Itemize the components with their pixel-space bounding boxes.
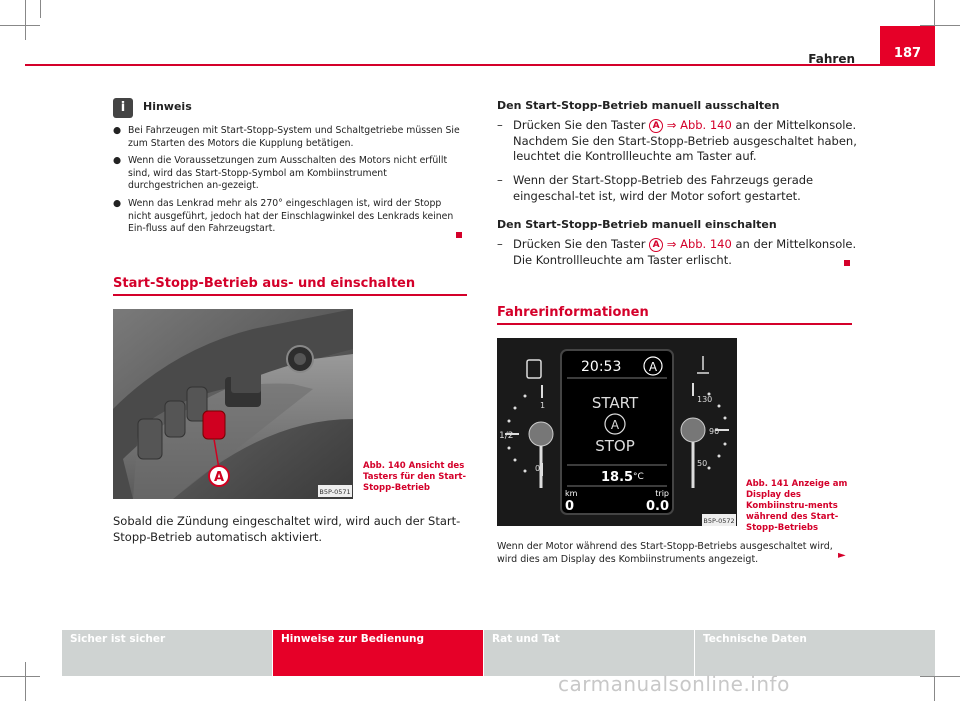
- display-temp-unit: °C: [633, 472, 644, 482]
- step-text: Wenn der Start-Stopp-Betrieb des Fahrzeugs gerade eingeschal-tet ist, wird der Motor sofort gestartet.: [513, 173, 814, 203]
- step-dash: –: [497, 173, 503, 187]
- temp-tick-mid: 90: [709, 427, 720, 436]
- footer-tab-sicher[interactable]: Sicher ist sicher: [62, 630, 272, 676]
- step-text: Drücken Sie den Taster: [513, 237, 646, 251]
- figure-141: [497, 338, 737, 526]
- page-number: 187: [893, 46, 922, 61]
- fuel-tick-empty: 0: [535, 464, 541, 473]
- note-title: Hinweis: [143, 100, 192, 113]
- figure-reference-link[interactable]: ⇒ Abb. 140: [666, 237, 732, 251]
- crop-mark: [25, 0, 26, 40]
- display-auto: A: [610, 418, 620, 432]
- subheading-off: Den Start-Stopp-Betrieb manuell ausschalten: [497, 99, 780, 112]
- figure-label-a: A: [213, 470, 225, 485]
- step-dash: –: [497, 237, 503, 251]
- step-text: Drücken Sie den Taster: [513, 118, 646, 132]
- note-bullet-text: Wenn die Voraussetzungen zum Ausschalten des Motors nicht erfüllt sind, wird das Start-Stopp-Symbol am Kombiinstrument durchgestrichen an-gezeigt.: [128, 155, 448, 192]
- figure-caption: Abb. 140 Ansicht des Tasters für den Start-Stopp-Betrieb: [363, 461, 467, 493]
- figure-code: B5P-0571: [319, 488, 351, 496]
- section-end-marker: [844, 260, 850, 266]
- continue-arrow-icon: ►: [838, 550, 846, 561]
- section-rule: [113, 294, 467, 296]
- window-switch-illustration: [113, 309, 353, 499]
- paragraph: Sobald die Zündung eingeschaltet wird, wird auch der Start-Stopp-Betrieb automatisch aktiviert.: [113, 514, 461, 544]
- display-time: 20:53: [581, 359, 622, 375]
- display-trip-label: trip: [655, 489, 669, 498]
- crop-mark: [0, 676, 40, 677]
- watermark: carmanualsonline.info: [558, 672, 790, 696]
- note-bullet: ● Bei Fahrzeugen mit Start-Stopp-System und Schaltgetriebe müssen Sie zum Starten des Motors die Kupplung betätigen.: [113, 125, 460, 149]
- display-start: START: [591, 394, 639, 412]
- crop-mark: [40, 0, 41, 18]
- paragraph: Wenn der Motor während des Start-Stopp-Betriebs ausgeschaltet wird, wird dies am Display des Kombiinstruments angezeigt.: [497, 541, 833, 565]
- figure-code: B5P-0572: [703, 517, 735, 525]
- section-title: Fahrerinformationen: [497, 305, 649, 320]
- figure-reference-link[interactable]: ⇒ Abb. 140: [666, 118, 732, 132]
- fuel-tick-half: 1/2: [499, 431, 514, 441]
- temp-tick-low: 50: [697, 459, 708, 468]
- display-km-label: km: [565, 489, 578, 498]
- reference-badge: A: [649, 238, 663, 252]
- reference-badge: A: [649, 119, 663, 133]
- crop-mark: [0, 25, 40, 26]
- note-bullet: ● Wenn das Lenkrad mehr als 270° eingeschlagen ist, wird der Stopp nicht ausgeführt, jedoch hat der Einschlagwinkel des Lenkrads keinen Ein-fluss auf den Fahrzeugstart.: [113, 198, 454, 235]
- footer-tab-technische[interactable]: Technische Daten: [695, 630, 935, 676]
- page-number-box: [880, 26, 935, 66]
- note-bullet: ● Wenn die Voraussetzungen zum Ausschalten des Motors nicht erfüllt sind, wird das Start-Stopp-Symbol am Kombiinstrument durchgestrichen an-gezeigt.: [113, 155, 448, 192]
- section-title: Start-Stopp-Betrieb aus- und einschalten: [113, 276, 416, 291]
- note-bullet-text: Bei Fahrzeugen mit Start-Stopp-System und Schaltgetriebe müssen Sie zum Starten des Motors die Kupplung betätigen.: [128, 125, 460, 149]
- step-item: [497, 173, 857, 204]
- figure-140: [113, 309, 353, 499]
- fuel-tick-full: 1: [540, 401, 546, 410]
- display-mode: A: [648, 360, 658, 374]
- footer-tab-rat[interactable]: Rat und Tat: [484, 630, 694, 676]
- crop-mark: [920, 676, 960, 677]
- temp-tick-high: 130: [697, 395, 713, 404]
- footer-tab-bedienung[interactable]: Hinweise zur Bedienung: [273, 630, 483, 676]
- instrument-cluster-illustration: [497, 338, 737, 526]
- display-stop: STOP: [595, 437, 635, 455]
- step-item: [497, 237, 857, 268]
- step-item: [497, 118, 857, 165]
- display-temp: 18.5: [601, 470, 634, 485]
- step-text: an der Mittelkonsole. Die Kontrollleuchte am Taster erlischt.: [513, 237, 857, 267]
- subheading-on: Den Start-Stopp-Betrieb manuell einschalten: [497, 218, 777, 231]
- display-trip-value: 0.0: [645, 499, 669, 514]
- info-icon: i: [113, 98, 133, 118]
- note-bullet-text: Wenn das Lenkrad mehr als 270° eingeschlagen ist, wird der Stopp nicht ausgeführt, jedoch hat der Einschlagwinkel des Lenkrads keinen Ein-fluss auf den Fahrzeugstart.: [128, 198, 454, 235]
- crop-mark: [25, 662, 26, 701]
- display-km-value: 0: [565, 499, 575, 514]
- step-text: an der Mittelkonsole. Nachdem Sie den Start-Stopp-Betrieb ausgeschaltet haben, leuchtet die Kontrollleuchte am Taster auf.: [513, 118, 857, 163]
- figure-caption: Abb. 141 Anzeige am Display des Kombiinstru-ments während des Start-Stopp-Betriebs: [746, 479, 848, 533]
- step-dash: –: [497, 118, 503, 132]
- section-end-marker: [456, 232, 462, 238]
- section-rule: [497, 323, 852, 325]
- chapter-title: Fahren: [808, 52, 855, 66]
